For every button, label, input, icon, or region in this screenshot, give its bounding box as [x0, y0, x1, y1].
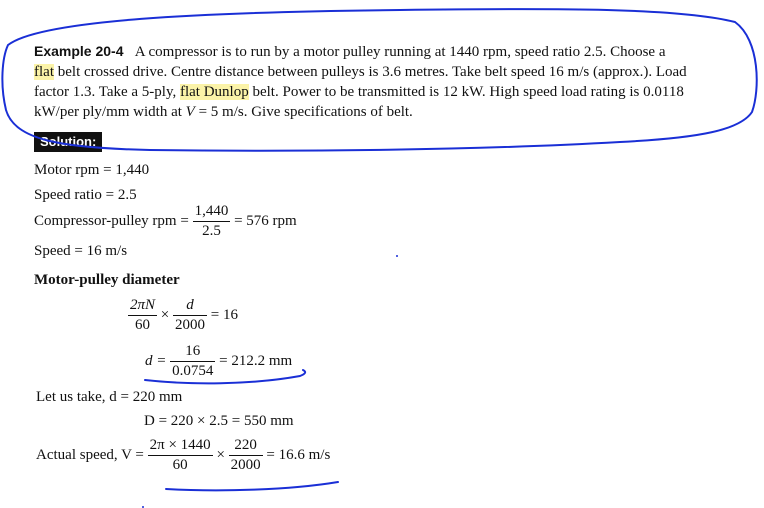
eq1-result: = 16: [210, 306, 238, 323]
eq1-numerator-1: 2πN: [130, 297, 156, 313]
example-text-4b: = 5 m/s. Give specifications of belt.: [194, 104, 413, 120]
compressor-label: Compressor-pulley rpm =: [34, 212, 189, 229]
actual-denominator-2: 2000: [230, 457, 261, 473]
eq2-denominator: 0.0754: [172, 363, 214, 379]
speed-ratio-line: Speed ratio = 2.5: [34, 187, 137, 203]
highlight-flat-dunlop: flat Dunlop: [179, 84, 249, 100]
big-d-line: D = 220 × 2.5 = 550 mm: [144, 413, 294, 429]
motor-pulley-heading: Motor-pulley diameter: [34, 272, 180, 288]
example-text-2: belt crossed drive. Centre distance between pulleys is 3.6 metres. Take belt speed 16 m/s (approx.). Load: [54, 64, 687, 80]
eq1-denominator-2: 2000: [175, 317, 205, 333]
actual-result: = 16.6 m/s: [266, 446, 331, 463]
ink-underline-actual-speed: [166, 482, 338, 490]
compressor-fraction: [193, 203, 231, 240]
example-line-4: [34, 104, 413, 121]
eq2-numerator: 16: [185, 343, 201, 359]
compressor-rpm-line: [34, 203, 297, 240]
example-text-4a: kW/per ply/mm width at: [34, 104, 186, 120]
actual-denominator-1: 60: [148, 455, 213, 474]
example-text-3a: factor 1.3. Take a 5-ply,: [34, 84, 180, 100]
solution-badge: Solution:: [34, 132, 102, 152]
actual-numerator-2: 220: [234, 437, 257, 453]
example-line-1: [34, 43, 666, 61]
compressor-denominator: 2.5: [193, 221, 231, 240]
ink-dot-1: [396, 255, 398, 257]
eq1-fraction-1: [128, 297, 157, 334]
example-text-3b: belt. Power to be transmitted is 12 kW. High speed load rating is 0.0118: [248, 84, 684, 100]
actual-numerator-1: 2π × 1440: [149, 437, 211, 453]
equation-1: [128, 297, 238, 334]
eq2-lhs: d =: [145, 352, 167, 369]
eq2-fraction: [170, 343, 215, 380]
actual-fraction-1: [148, 437, 213, 474]
example-line-2: [34, 64, 687, 81]
equation-2: [145, 343, 292, 380]
eq1-denominator-1: 60: [128, 315, 157, 334]
let-us-take-line: Let us take, d = 220 mm: [36, 389, 183, 405]
actual-label: Actual speed, V =: [36, 446, 144, 463]
example-label: Example 20-4: [34, 43, 124, 59]
motor-rpm-line: Motor rpm = 1,440: [34, 162, 150, 178]
speed-line: Speed = 16 m/s: [34, 243, 128, 259]
compressor-result: = 576 rpm: [234, 212, 297, 229]
example-text-1: A compressor is to run by a motor pulley running at 1440 rpm, speed ratio 2.5. Choose a: [134, 44, 666, 60]
eq1-times: ×: [160, 306, 170, 323]
highlight-flat: flat: [34, 64, 54, 80]
example-line-3: [34, 84, 684, 101]
eq1-fraction-2: [173, 297, 207, 334]
actual-fraction-2: [229, 437, 263, 474]
actual-times: ×: [216, 446, 225, 463]
actual-speed-line: [36, 437, 330, 474]
eq2-result: = 212.2 mm: [219, 352, 293, 369]
compressor-numerator: 1,440: [194, 203, 229, 219]
eq1-numerator-2: d: [186, 297, 194, 313]
variable-v: V: [185, 104, 195, 120]
